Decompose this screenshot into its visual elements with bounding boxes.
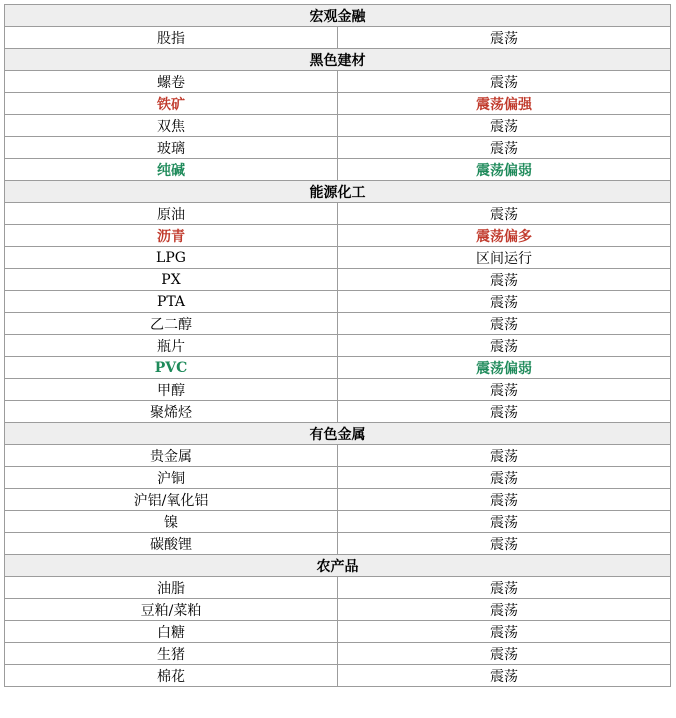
table-row [5,489,671,511]
commodity-name-cell: 玻璃 [5,137,338,159]
commodity-name-cell: 聚烯烃 [5,401,338,423]
table-row [5,269,671,291]
section-title: 能源化工 [5,181,671,203]
section-header-row [5,5,671,27]
market-view-cell: 震荡 [338,467,671,489]
market-view-cell: 震荡 [338,511,671,533]
table-row [5,115,671,137]
market-view-cell: 震荡 [338,621,671,643]
market-view-cell: 震荡 [338,203,671,225]
table-row [5,511,671,533]
market-view-cell: 区间运行 [338,247,671,269]
market-view-cell: 震荡 [338,291,671,313]
commodity-name-cell: 碳酸锂 [5,533,338,555]
table-row [5,533,671,555]
table-row [5,247,671,269]
section-title: 有色金属 [5,423,671,445]
market-view-cell: 震荡 [338,489,671,511]
commodity-name-cell: 豆粕/菜粕 [5,599,338,621]
commodity-name-cell: 棉花 [5,665,338,687]
commodity-name-cell: 生猪 [5,643,338,665]
section-header-row [5,555,671,577]
commodity-name-cell: 双焦 [5,115,338,137]
market-view-cell: 震荡 [338,577,671,599]
commodity-name-cell: PX [5,269,338,291]
table-row [5,467,671,489]
section-title: 农产品 [5,555,671,577]
commodity-name-cell: 白糖 [5,621,338,643]
commodity-name-cell: 螺卷 [5,71,338,93]
market-view-cell: 震荡 [338,533,671,555]
market-view-cell: 震荡 [338,137,671,159]
commodity-name-cell: 贵金属 [5,445,338,467]
table-row [5,599,671,621]
table-row [5,577,671,599]
market-view-cell: 震荡 [338,665,671,687]
market-view-cell: 震荡偏弱 [338,159,671,181]
market-view-cell: 震荡 [338,115,671,137]
market-view-cell: 震荡 [338,599,671,621]
market-view-cell: 震荡偏强 [338,93,671,115]
table-row [5,665,671,687]
market-view-table [4,4,671,687]
commodity-name-cell: 油脂 [5,577,338,599]
commodity-name-cell: 乙二醇 [5,313,338,335]
market-view-cell: 震荡 [338,27,671,49]
table-row [5,93,671,115]
market-view-cell: 震荡 [338,269,671,291]
commodity-name-cell: LPG [5,247,338,269]
commodity-name-cell: 甲醇 [5,379,338,401]
section-title: 宏观金融 [5,5,671,27]
commodity-name-cell: 沥青 [5,225,338,247]
table-row [5,71,671,93]
section-header-row [5,49,671,71]
table-row [5,379,671,401]
commodity-name-cell: 铁矿 [5,93,338,115]
market-view-cell: 震荡 [338,401,671,423]
table-row [5,27,671,49]
table-row [5,313,671,335]
commodity-name-cell: 纯碱 [5,159,338,181]
section-header-row [5,423,671,445]
market-view-cell: 震荡偏弱 [338,357,671,379]
commodity-name-cell: 原油 [5,203,338,225]
commodity-name-cell: PTA [5,291,338,313]
market-view-cell: 震荡 [338,379,671,401]
market-view-cell: 震荡偏多 [338,225,671,247]
table-row [5,225,671,247]
market-view-cell: 震荡 [338,335,671,357]
commodity-name-cell: 镍 [5,511,338,533]
commodity-name-cell: PVC [5,357,338,379]
market-view-cell: 震荡 [338,643,671,665]
table-row [5,291,671,313]
table-row [5,401,671,423]
commodity-name-cell: 沪铝/氧化铝 [5,489,338,511]
table-row [5,357,671,379]
section-header-row [5,181,671,203]
market-view-cell: 震荡 [338,71,671,93]
table-row [5,137,671,159]
section-title: 黑色建材 [5,49,671,71]
table-row [5,203,671,225]
commodity-name-cell: 瓶片 [5,335,338,357]
table-body [5,5,671,687]
table-row [5,159,671,181]
market-view-cell: 震荡 [338,445,671,467]
table-row [5,643,671,665]
table-row [5,621,671,643]
market-view-cell: 震荡 [338,313,671,335]
commodity-name-cell: 沪铜 [5,467,338,489]
table-row [5,445,671,467]
commodity-name-cell: 股指 [5,27,338,49]
table-row [5,335,671,357]
